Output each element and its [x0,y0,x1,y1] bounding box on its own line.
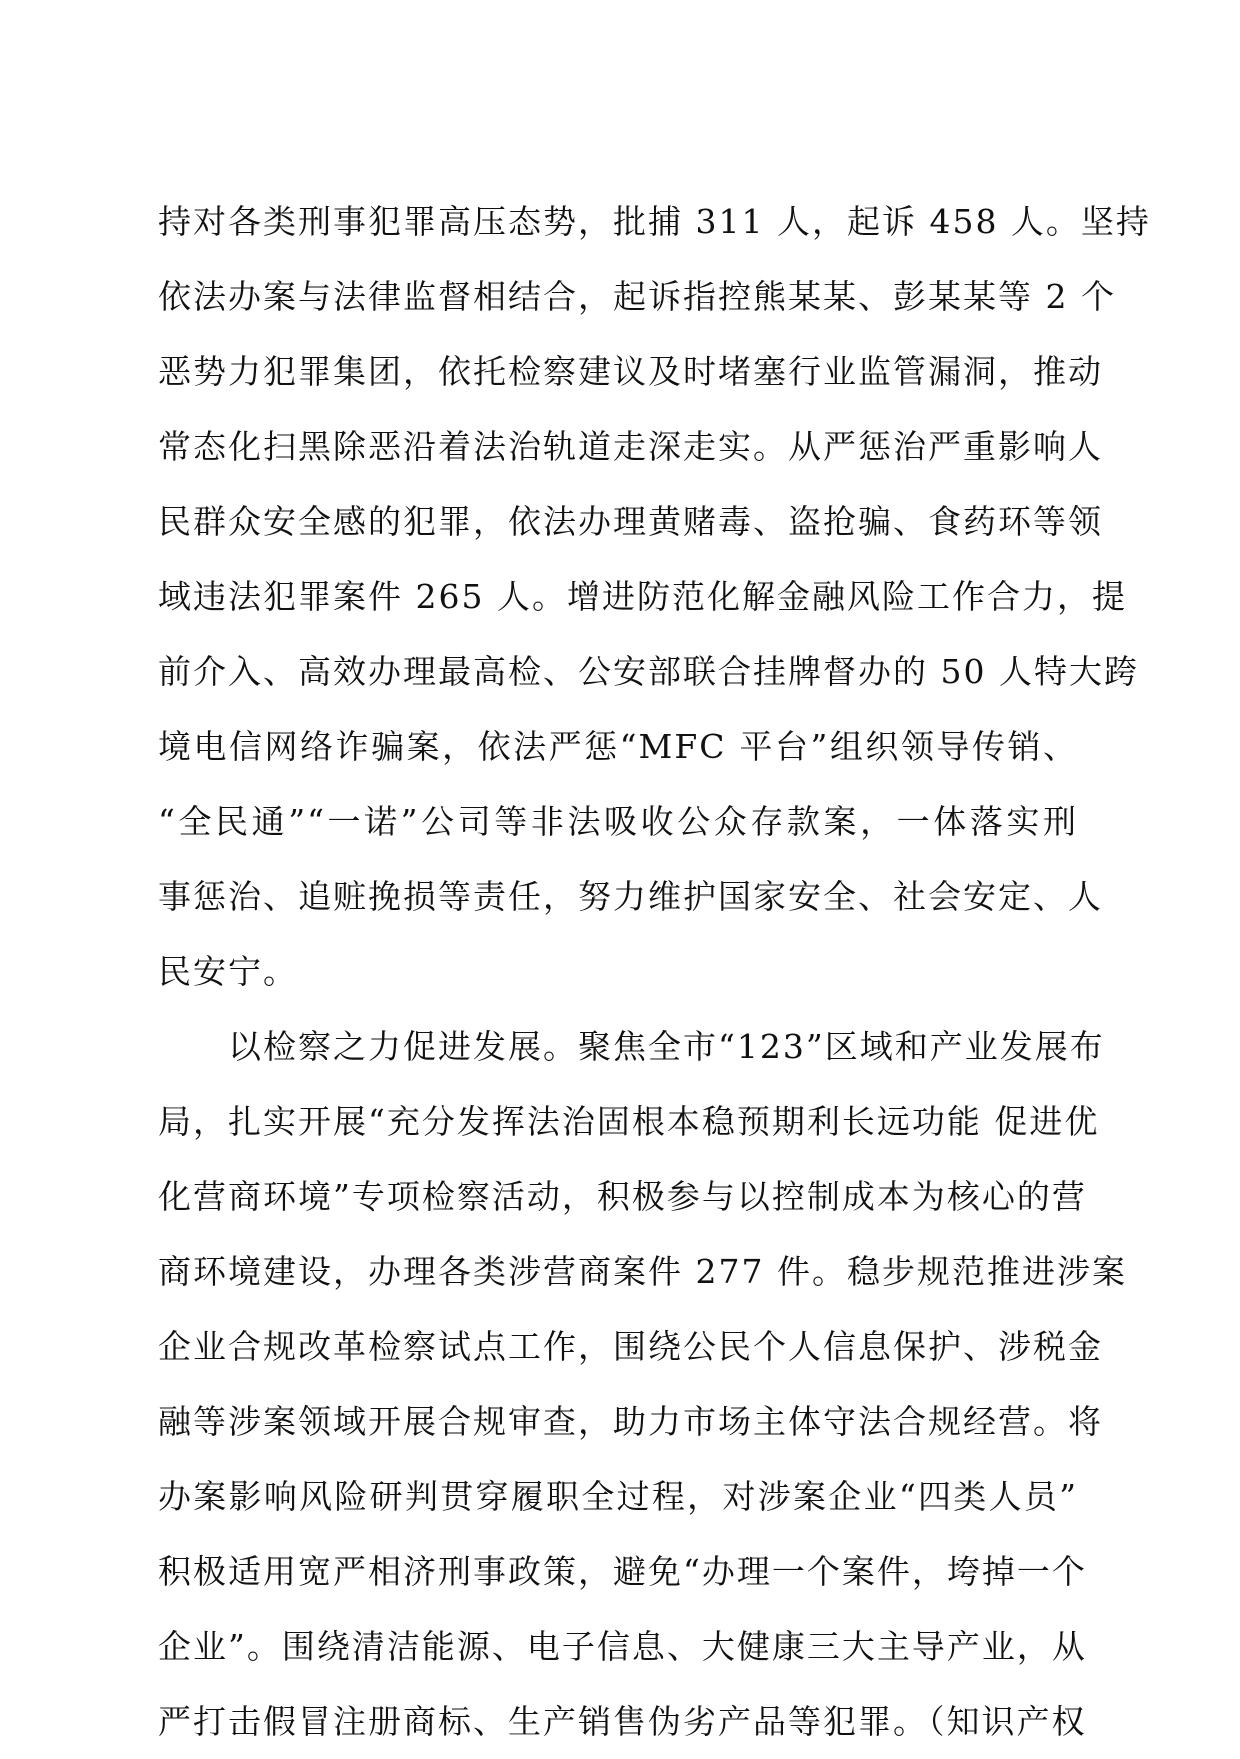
text-line: 境电信网络诈骗案，依法严惩“MFC 平台”组织领导传销、 [158,727,1078,766]
text-line: 前介入、高效办理最高检、公安部联合挂牌督办的 50 人特大跨 [158,652,1139,691]
text-line: 民群众安全感的犯罪，依法办理黄赌毒、盗抢骗、食药环等领 [158,502,1103,541]
text-line: 积极适用宽严相济刑事政策，避免“办理一个案件，垮掉一个 [158,1552,1087,1591]
text-line: 恶势力犯罪集团，依托检察建议及时堵塞行业监管漏洞，推动 [158,352,1103,391]
text-line: 以检察之力促进发展。聚焦全市“123”区域和产业发展布 [228,1027,1105,1066]
text-line: 事惩治、追赃挽损等责任，努力维护国家安全、社会安定、人 [158,877,1103,916]
text-line: 局，扎实开展“充分发挥法治固根本稳预期利长远功能 促进优 [158,1102,1100,1141]
paragraph-2 [158,1009,1127,1759]
paragraph-1 [158,184,1151,1009]
text-line: 常态化扫黑除恶沿着法治轨道走深走实。从严惩治严重影响人 [158,427,1103,466]
body-text [158,184,1151,1759]
text-line: 严打击假冒注册商标、生产销售伪劣产品等犯罪。（知识产权 [158,1702,1087,1741]
text-line: “全民通”“一诺”公司等非法吸收公众存款案，一体落实刑 [158,802,1078,841]
text-line: 企业合规改革检察试点工作，围绕公民个人信息保护、涉税金 [158,1327,1103,1366]
text-line: 域违法犯罪案件 265 人。增进防范化解金融风险工作合力，提 [158,577,1127,616]
text-line: 融等涉案领域开展合规审查，助力市场主体守法合规经营。将 [158,1402,1103,1441]
text-line: 企业”。围绕清洁能源、电子信息、大健康三大主导产业，从 [158,1627,1087,1666]
text-line: 化营商环境”专项检察活动，积极参与以控制成本为核心的营 [158,1177,1087,1216]
text-line: 依法办案与法律监督相结合，起诉指控熊某某、彭某某等 2 个 [158,277,1116,316]
text-line: 持对各类刑事犯罪高压态势，批捕 311 人，起诉 458 人。坚持 [158,202,1151,241]
text-line: 民安宁。 [158,952,298,991]
text-line: 办案影响风险研判贯穿履职全过程，对涉案企业“四类人员” [158,1477,1078,1516]
text-line: 商环境建设，办理各类涉营商案件 277 件。稳步规范推进涉案 [158,1252,1127,1291]
